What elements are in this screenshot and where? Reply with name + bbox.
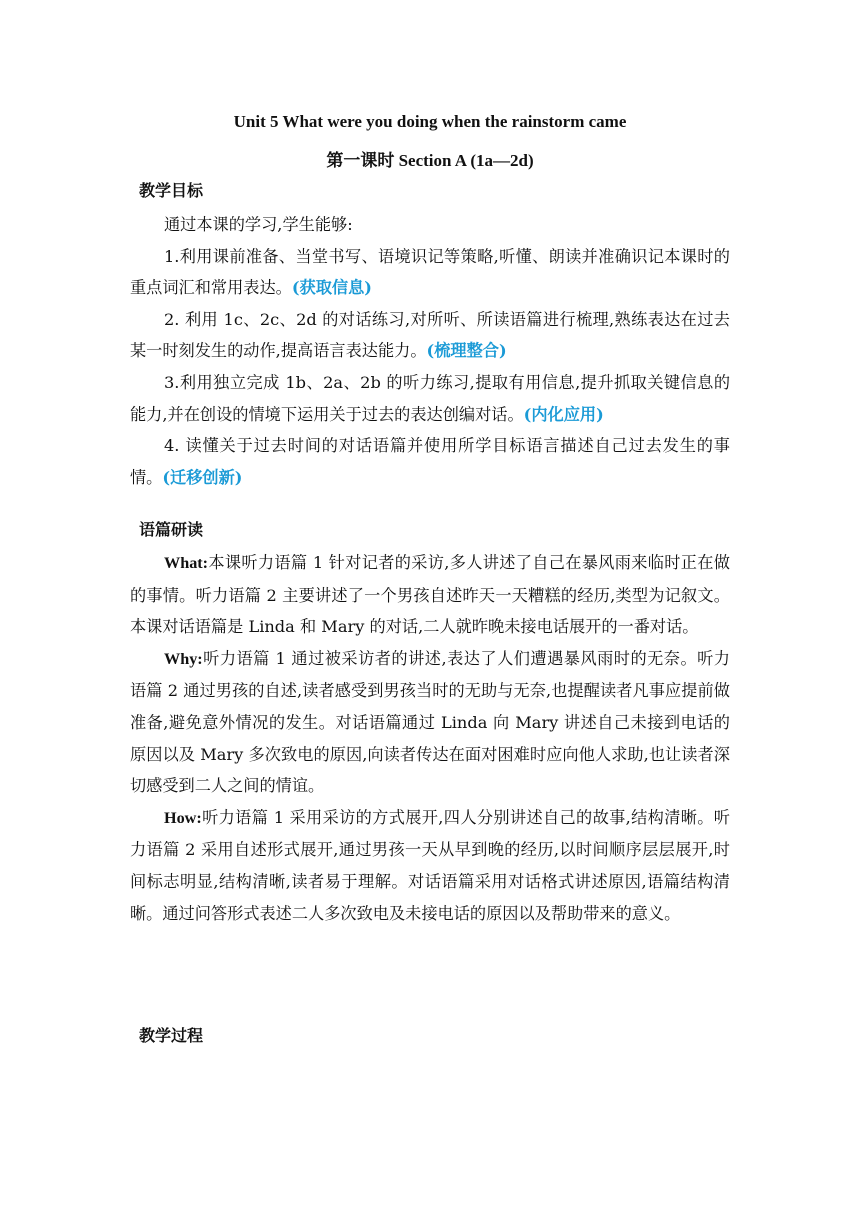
analysis-lead: What: bbox=[164, 554, 209, 572]
analysis-why: Why:听力语篇 1 通过被采访者的讲述,表达了人们遭遇暴风雨时的无奈。听力语篇 2 通过男孩的自述,读者感受到男孩当时的无助与无奈,也提醒读者凡事应提前做准备,避免意外情况的发生。对话语篇通过 Linda 向 Mary 讲述自己未接到电话的原因以及 Mary 多次致电的原因,向读者传达在面对困难时应向他人求助,也让读者深切感受到二人之间的情谊。 bbox=[130, 648, 730, 796]
heading-teaching-goals: 教学目标 bbox=[139, 181, 204, 200]
document-subtitle: 第一课时 Section A (1a—2d) bbox=[326, 151, 534, 170]
goals-intro: 通过本课的学习,学生能够: bbox=[164, 215, 353, 234]
goal-item-3: 3.利用独立完成 1b、2a、2b 的听力练习,提取有用信息,提升抓取关键信息的能力,并在创设的情境下运用关于过去的表达创编对话。(内化应用) bbox=[130, 372, 730, 424]
goal-item-1: 1.利用课前准备、当堂书写、语境识记等策略,听懂、朗读并准确识记本课时的重点词汇和常用表达。(获取信息) bbox=[130, 246, 730, 298]
goal-tag: (获取信息) bbox=[291, 278, 372, 298]
analysis-section bbox=[130, 547, 730, 929]
goals-section bbox=[130, 209, 730, 493]
analysis-lead: Why: bbox=[164, 649, 203, 668]
analysis-lead: How: bbox=[164, 808, 202, 827]
goal-item-4: 4. 读懂关于过去时间的对话语篇并使用所学目标语言描述自己过去发生的事情。(迁移创新) bbox=[130, 436, 730, 487]
analysis-what: What:本课听力语篇 1 针对记者的采访,多人讲述了自己在暴风雨来临时正在做的事情。听力语篇 2 主要讲述了一个男孩自述昨天一天糟糕的经历,类型为记叙文。本课对话语篇是 Linda 和 Mary 的对话,二人就昨晚未接电话展开的一番对话。 bbox=[130, 553, 730, 637]
heading-text-analysis: 语篇研读 bbox=[139, 520, 204, 539]
goal-tag: (梳理整合) bbox=[426, 341, 507, 361]
heading-teaching-process: 教学过程 bbox=[139, 1026, 204, 1045]
goal-item-2: 2. 利用 1c、2c、2d 的对话练习,对所听、所读语篇进行梳理,熟练表达在过去某一时刻发生的动作,提高语言表达能力。(梳理整合) bbox=[130, 309, 730, 361]
goal-tag: (迁移创新) bbox=[162, 467, 243, 487]
document-title: Unit 5 What were you doing when the rainstorm came bbox=[233, 112, 627, 131]
goal-tag: (内化应用) bbox=[523, 404, 604, 424]
analysis-how: How:听力语篇 1 采用采访的方式展开,四人分别讲述自己的故事,结构清晰。听力语篇 2 采用自述形式展开,通过男孩一天从早到晚的经历,以时间顺序层层展开,时间标志明显,结构清晰,读者易于理解。对话语篇采用对话格式讲述原因,语篇结构清晰。通过问答形式表述二人多次致电及未接电话的原因以及帮助带来的意义。 bbox=[130, 807, 730, 923]
